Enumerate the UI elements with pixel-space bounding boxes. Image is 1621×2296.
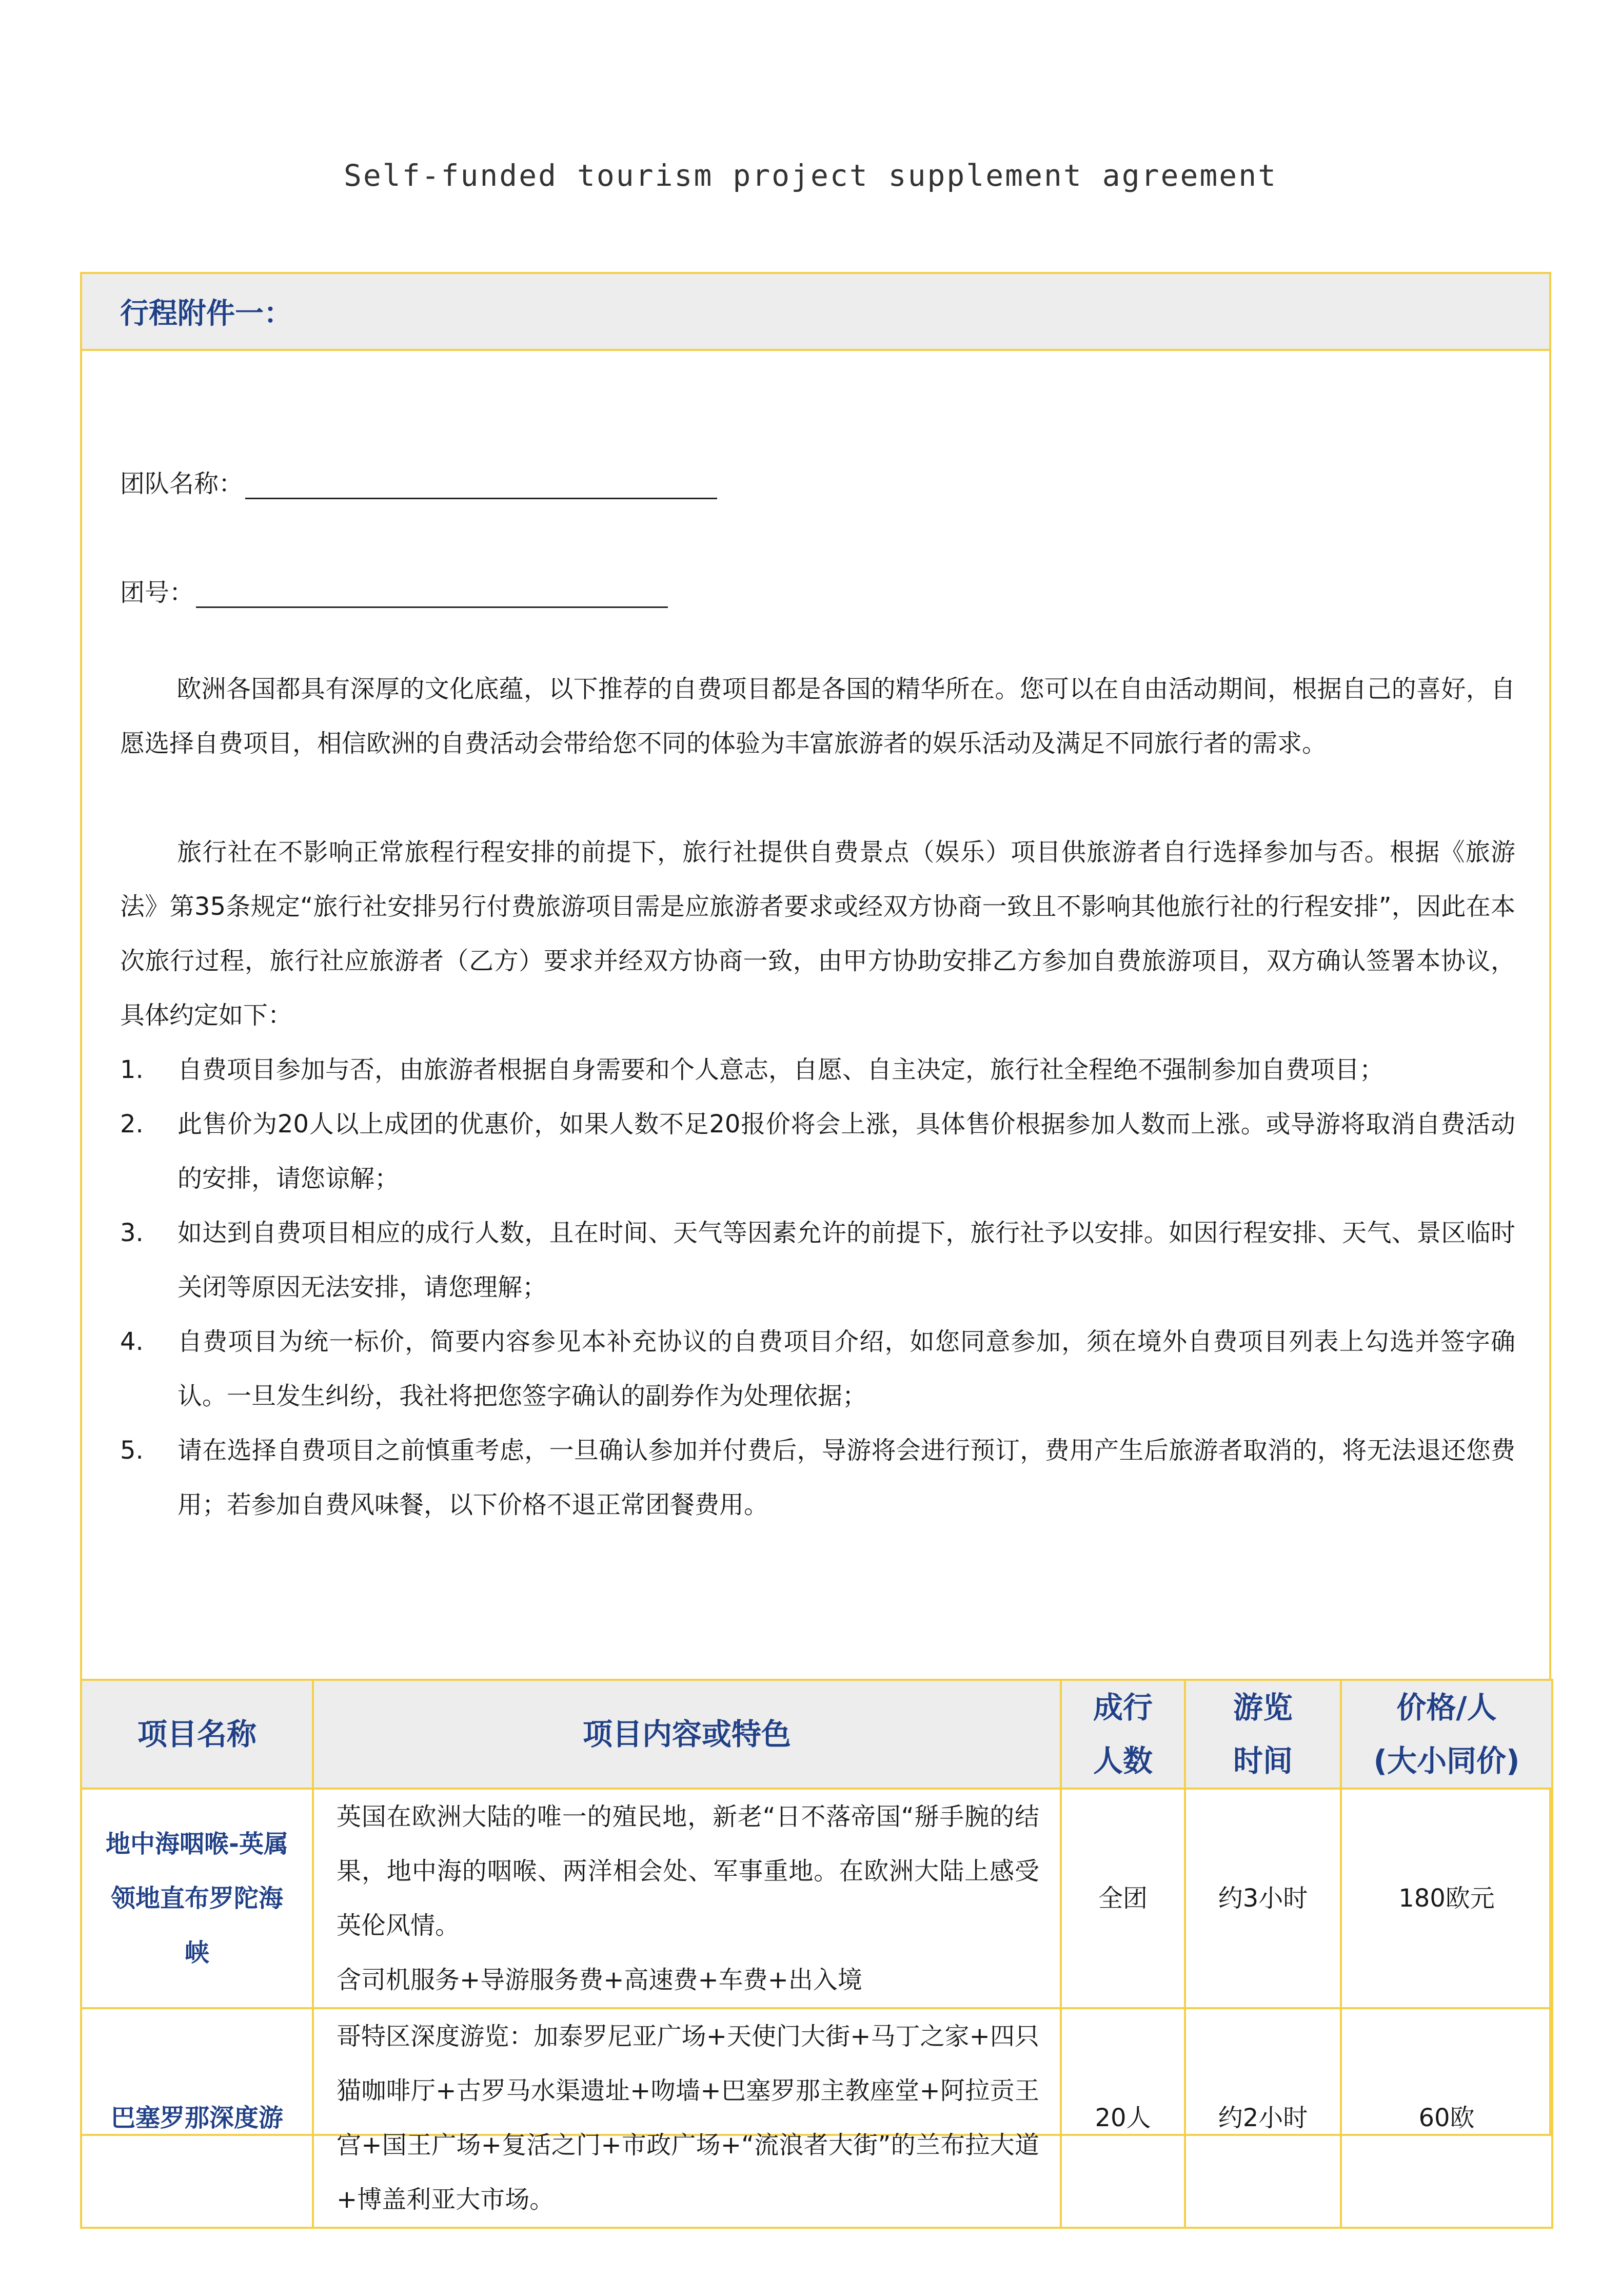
min-people-cell: 全团: [1061, 1789, 1185, 2008]
list-item: 2. 此售价为20人以上成团的优惠价，如果人数不足20报价将会上涨，具体售价根据参加人数而上涨。或导游将取消自费活动的安排，请您谅解；: [120, 1110, 1515, 1193]
header-duration: 游览 时间: [1185, 1680, 1341, 1789]
team-number-field: [120, 573, 668, 608]
min-people-cell: 20人: [1061, 2008, 1185, 2228]
duration-cell: 约2小时: [1185, 2008, 1341, 2228]
price-cell: 60欧: [1341, 2008, 1552, 2228]
team-name-field: [120, 464, 717, 499]
header-price: 价格/人 (大小同价): [1341, 1680, 1552, 1789]
team-name-label: 团队名称：: [120, 469, 244, 498]
team-number-label: 团号：: [120, 578, 194, 607]
team-number-blank-line[interactable]: [196, 581, 668, 608]
item-content-cell: 英国在欧洲大陆的唯一的殖民地，新老“日不落帝国“掰手腕的结果，地中海的咽喉、两洋相会处、军事重地。在欧洲大陆上感受英伦风情。 含司机服务+导游服务费+高速费+车费+出入境: [313, 1789, 1061, 2008]
self-funded-items-table: [80, 1679, 1553, 2229]
list-item: 5. 请在选择自费项目之前慎重考虑，一旦确认参加并付费后，导游将会进行预订，费用产生后旅游者取消的，将无法退还您费用；若参加自费风味餐，以下价格不退正常团餐费用。: [120, 1436, 1515, 1519]
itinerary-attachment-frame: [80, 272, 1551, 2214]
table-row: [81, 1789, 1552, 2008]
list-item: 1. 自费项目参加与否，由旅游者根据自身需要和个人意志，自愿、自主决定，旅行社全程绝不强制参加自费项目；: [120, 1055, 1385, 1084]
intro-paragraph-1: 欧洲各国都具有深厚的文化底蕴，以下推荐的自费项目都是各国的精华所在。您可以在自由活动期间，根据自己的喜好，自愿选择自费项目，相信欧洲的自费活动会带给您不同的体验为丰富旅游者的娱乐活动及满足不同旅行者的需求。: [120, 675, 1515, 758]
table-row: [81, 2008, 1552, 2228]
header-item-name: 项目名称: [81, 1680, 313, 1789]
item-name-cell: 巴塞罗那深度游: [81, 2008, 313, 2228]
header-min-people: 成行 人数: [1061, 1680, 1185, 1789]
header-item-content: 项目内容或特色: [313, 1680, 1061, 1789]
item-content-cell: 哥特区深度游览：加泰罗尼亚广场+天使门大街+马丁之家+四只猫咖啡厅+古罗马水渠遗址+吻墙+巴塞罗那主教座堂+阿拉贡王宫+国王广场+复活之门+市政广场+“流浪者大街”的兰布拉大道+博盖利亚大市场。: [313, 2008, 1061, 2228]
list-item: 3. 如达到自费项目相应的成行人数，且在时间、天气等因素允许的前提下，旅行社予以安排。如因行程安排、天气、景区临时关闭等原因无法安排，请您理解；: [120, 1219, 1515, 1302]
item-name-cell: 地中海咽喉-英属领地直布罗陀海峡: [81, 1789, 313, 2008]
section-header: 行程附件一：: [82, 274, 1549, 351]
price-cell: 180欧元: [1341, 1789, 1552, 2008]
document-title: Self-funded tourism project supplement agreement: [343, 158, 1278, 193]
duration-cell: 约3小时: [1185, 1789, 1341, 2008]
intro-paragraph-2: 旅行社在不影响正常旅程行程安排的前提下，旅行社提供自费景点（娱乐）项目供旅游者自行选择参加与否。根据《旅游法》第35条规定“旅行社安排另行付费旅游项目需是应旅游者要求或经双方协商一致且不影响其他旅行社的行程安排”，因此在本次旅行过程，旅行社应旅游者（乙方）要求并经双方协商一致，由甲方协助安排乙方参加自费旅游项目，双方确认签署本协议，具体约定如下：: [120, 838, 1515, 1030]
team-name-blank-line[interactable]: [245, 472, 717, 499]
list-item: 4. 自费项目为统一标价，简要内容参见本补充协议的自费项目介绍，如您同意参加，须在境外自费项目列表上勾选并签字确认。一旦发生纠纷，我社将把您签字确认的副券作为处理依据；: [120, 1327, 1515, 1410]
table-header-row: [81, 1680, 1552, 1789]
terms-list: [120, 1043, 1515, 1532]
